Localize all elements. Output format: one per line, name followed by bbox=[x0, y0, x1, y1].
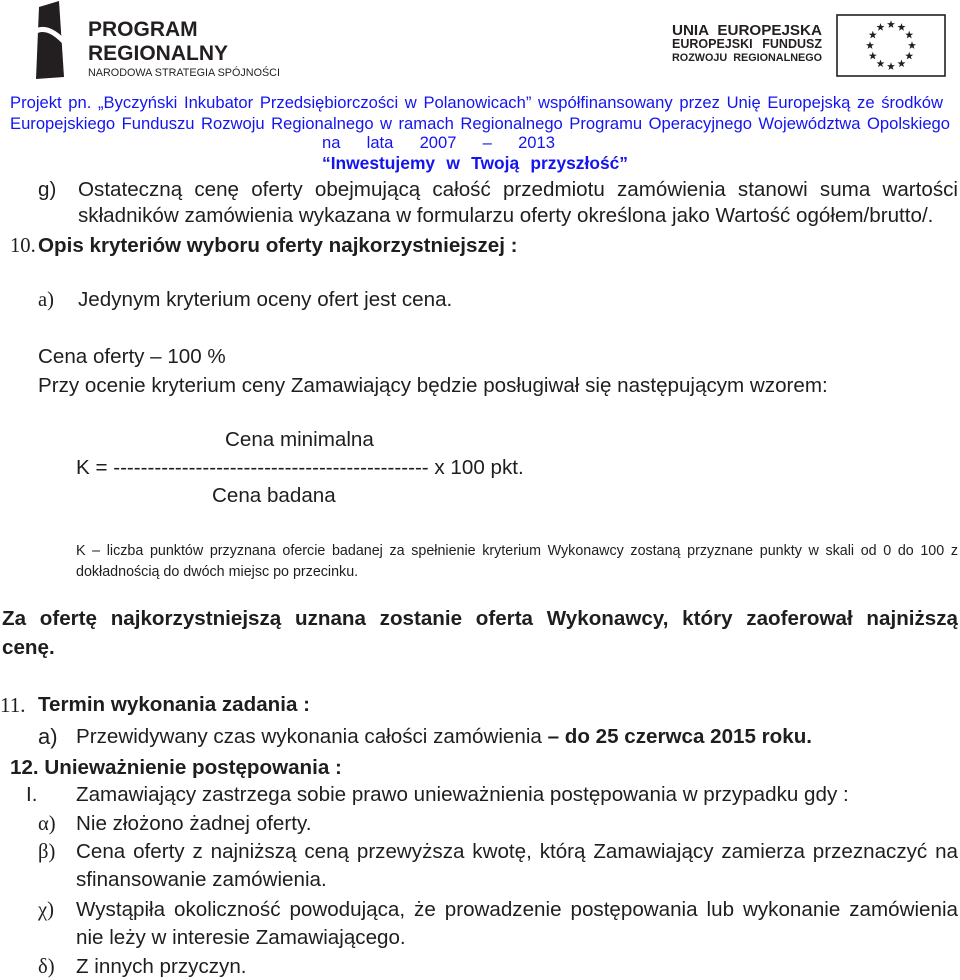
formula-line: K = ---------------------------------------------- x 100 pkt. bbox=[76, 456, 524, 479]
completion-time-text: Przewidywany czas wykonania całości zamówienia bbox=[76, 725, 542, 748]
case-alpha-line-1: Nie złożono żadnej oferty. bbox=[76, 812, 312, 835]
project-slogan: “Inwestujemy w Twoją przyszłość” bbox=[322, 153, 628, 173]
section-12-number: 12. bbox=[10, 756, 39, 779]
section-12-item-I-marker: I. bbox=[26, 783, 38, 806]
section-11-item-a-marker: a) bbox=[38, 724, 58, 749]
conclusion-line-1: Za ofertę najkorzystniejszą uznana zostanie oferta Wykonawcy, który zaoferował najniższą bbox=[2, 607, 958, 630]
nss-logo-icon bbox=[30, 0, 70, 80]
program-logo-line3: NARODOWA STRATEGIA SPÓJNOŚCI bbox=[88, 67, 280, 79]
section-11-number: 11. bbox=[0, 693, 26, 717]
program-logo-line1: PROGRAM bbox=[88, 18, 198, 41]
case-chi-line-2: nie leży w interesie Zamawiającego. bbox=[76, 926, 406, 949]
formula-explanation-line-2: dokładnością do dwóch miejsc po przecinku. bbox=[76, 564, 359, 580]
case-delta-marker: δ) bbox=[38, 956, 55, 978]
case-alpha-marker: α) bbox=[38, 813, 56, 835]
case-chi-marker: χ) bbox=[38, 899, 54, 921]
section-10-number: 10. bbox=[10, 235, 36, 257]
project-line-1: Projekt pn. „Byczyński Inkubator Przedsiębiorczości w Polanowicach” współfinansowany przez Unię Europejską ze środków bbox=[10, 93, 943, 112]
section-10-item-a-text: Jedynym kryterium oceny ofert jest cena. bbox=[78, 288, 453, 311]
completion-deadline: – do 25 czerwca 2015 roku. bbox=[547, 725, 813, 748]
price-weight: Cena oferty – 100 % bbox=[38, 345, 226, 368]
page-header bbox=[0, 0, 960, 90]
conclusion-line-2: cenę. bbox=[2, 636, 55, 659]
section-10-item-a-marker: a) bbox=[38, 289, 54, 311]
formula-denominator: Cena badana bbox=[212, 484, 336, 507]
formula-explanation-line-1: K – liczba punktów przyznana ofercie badanej za spełnienie kryterium Wykonawcy zostaną przyznane punkty w skali od 0 do 100 z bbox=[76, 543, 958, 559]
item-g-line-2: składników zamówienia wykazana w formularzu oferty określona jako Wartość ogółem/brutto/. bbox=[78, 204, 934, 227]
eu-logo-line2: EUROPEJSKI FUNDUSZ bbox=[672, 37, 822, 51]
case-beta-marker: β) bbox=[38, 841, 56, 863]
case-beta-line-2: sfinansowanie zamówienia. bbox=[76, 868, 327, 891]
section-10-title: Opis kryteriów wyboru oferty najkorzystniejszej : bbox=[38, 234, 518, 257]
formula-intro: Przy ocenie kryterium ceny Zamawiający będzie posługiwał się następującym wzorem: bbox=[38, 374, 828, 397]
case-delta-line-1: Z innych przyczyn. bbox=[76, 955, 247, 978]
item-g-line-1: Ostateczną cenę oferty obejmującą całość przedmiotu zamówienia stanowi suma wartości bbox=[78, 178, 958, 201]
eu-logo-line1: UNIA EUROPEJSKA bbox=[672, 22, 822, 39]
formula-numerator: Cena minimalna bbox=[225, 428, 374, 451]
project-line-3: na lata 2007 – 2013 bbox=[322, 133, 555, 152]
project-line-2: Europejskiego Funduszu Rozwoju Regionalnego w ramach Regionalnego Programu Operacyjnego Województwa Opolskiego bbox=[10, 114, 950, 133]
section-12-heading bbox=[10, 756, 342, 780]
case-chi-line-1: Wystąpiła okoliczność powodująca, że prowadzenie postępowania lub wykonanie zamówienia bbox=[76, 898, 958, 921]
section-12-item-I-text: Zamawiający zastrzega sobie prawo unieważnienia postępowania w przypadku gdy : bbox=[76, 783, 849, 806]
section-12-title: Unieważnienie postępowania : bbox=[44, 756, 342, 779]
eu-logo-line3: ROZWOJU REGIONALNEGO bbox=[672, 52, 822, 64]
item-g-marker: g) bbox=[38, 178, 57, 201]
program-logo-line2: REGIONALNY bbox=[88, 42, 229, 65]
case-beta-line-1: Cena oferty z najniższą ceną przewyższa kwotę, którą Zamawiający zamierza przeznaczyć na bbox=[76, 840, 958, 863]
section-11-title: Termin wykonania zadania : bbox=[38, 693, 310, 716]
section-11-item-a bbox=[76, 725, 812, 749]
eu-flag-icon bbox=[836, 14, 946, 77]
